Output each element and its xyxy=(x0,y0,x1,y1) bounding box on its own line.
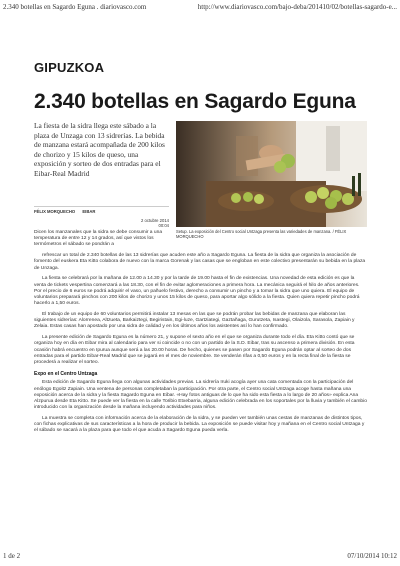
body-paragraph: La muestra se completa con información acerca de la elaboración de la sidra, y se pueden ver también unas cestas de manzanas de distintos tipos, con fichas explicativas de sus características a la hora de producir la bebida. La exposición se puede visitar hoy y mañana en el Centro social Untzaga y el sábado se sacará a la plaza para que todo el que acuda a Sagardo Eguna pueda verla. xyxy=(34,416,365,434)
body-paragraph: refrescar un total de 2.340 botellas de las 13 sidrerías que acuden este año a Sagardo Eguna. La fiesta de la sidra que organiza la asociación de fomento del euskera Eta Kitto colabora de nuevo con la marca Gorenak y las casas que se engloban en este colectivo presentarán su bebida en la plaza de Unzaga. xyxy=(34,253,366,271)
author-location: EIBAR xyxy=(82,209,96,214)
body-paragraph: Esta edición de Sagardo Eguna llega con algunas actividades previas. La sidrería Iruki acogía ayer una cata comentada con la participación del enólogo Egoitz Zapiain. Una ventena de personas completaban la participación. Por otra parte, el Centro social Untzaga acoge hasta mañana una exposición acerca de la sidra y la fiesta Sagardo Eguna en Eibar. «Hay fotos antiguas de lo que ha sido esta fiesta a lo largo de 20 años» explica Ana Alzpurua desde Eta Kitto. Se puede ver la fiesta en la calle Toribio Etxebarria, alguna edición celebrada en los soportales por la lluvia y también el cambio introducido con la organización desde la mañana incluyendo actividades para niños. xyxy=(34,380,367,411)
photo-illustration xyxy=(176,121,367,227)
print-header xyxy=(3,3,397,13)
publish-date: 2 octubre 2014 xyxy=(141,218,169,223)
photo-caption: Setup. La exposición del Centro social Untzaga presenta las variedades de manzana. / FÉLIX MORQUECHO xyxy=(176,229,347,239)
byline xyxy=(34,206,169,228)
publish-time: 00:04 xyxy=(158,223,169,228)
section-label[interactable]: GIPUZKOA xyxy=(34,60,105,75)
body-paragraph: El trabajo de un equipo de 60 voluntarios permitirá instalar 13 mesas en las que se podrán probar las bebidas de manzana que elaboran las siguientes sidrerías: Alorrenea, Altzueta, Barkaiztegi, Begiristain, Egi-luze, Gartziategi, Gaztañaga, Gurutzeta, Isastegi, Olaizola, Sarasola, Zapiain y Zelaia. Estas casas han apostado por una sidra de calidad y en los últimos años los asistentes así lo han confirmado. xyxy=(34,312,355,330)
subheading: Expo en el Centro Untzaga xyxy=(34,371,98,378)
body-paragraph: La presente edición de Sagardo Eguna es la número 21, y supone el sexto año en el que se organiza durante todo el día. Eta Kitto contó que se organiza hoy en día en Eibar mira al calendario para ver si coincide o no con un partido de la S.D. Eibar, tras su ascenso a primera división. En esta ocasión habrá encuentro en Ipurua aunque será a las 20.00 horas. De hecho, quienes se pasen por Sagardo Eguna podrán optar al sorteo de dos entradas para el partido Eibar-Real Madrid que se jugará en el mes de noviembre. Se venderán rifas a 0,50 euros y en la recta final de la fiesta se procederá a realizar el sorteo. xyxy=(34,335,355,366)
article-photo[interactable] xyxy=(176,121,367,227)
print-footer xyxy=(3,552,397,562)
page-number: 1 de 2 xyxy=(3,552,21,560)
article-title: 2.340 botellas en Sagardo Eguna xyxy=(34,90,356,113)
print-header-url: http://www.diariovasco.com/bajo-deba/201410/02/botellas-sagardo-e... xyxy=(197,3,397,11)
article-body xyxy=(34,230,367,439)
print-timestamp: 07/10/2014 10:12 xyxy=(347,552,397,560)
article-lead: La fiesta de la sidra llega este sábado a la plaza de Unzaga con 13 sidrerías. La bebida de manzana estará acompañada de 200 kilos de chorizo y 15 kilos de queso, una exposición y sorteo de dos entradas para el Eibar-Real Madrid xyxy=(34,121,165,178)
body-paragraph: Dicen los manzanales que la sidra se debe consumir a una temperatura de entre 12 y 14 grados, así que vistos los termómetros el sábado se pondrán a xyxy=(34,230,163,248)
body-paragraph: La fiesta se celebrará por la mañana de 12.00 a 14.30 y por la tarde de 19.00 hasta el fin de existencias. Una novedad de esta edición es que la venta de tickets vespertina comenzará a las 18.30, con el fin de evitar aglomeraciones a primera hora. La mecánica seguirá el hilo de años anteriores. Por el precio de 6 euros se podrá adquirir el vaso, un pañuelo festivo, derecho a consumir un pincho y a tomar la sidra que uno quiera. El equipo de voluntarios preparará pinchos con 200 kilos de chorizo y unos 15 kilos de queso, para aportar algo sólido a la fiesta. Quien quiera repetir pincho podrá hacerlo a 1,50 euros. xyxy=(34,276,360,307)
author-name[interactable]: FÉLIX MORQUECHO xyxy=(34,209,76,214)
print-header-title: 2.340 botellas en Sagardo Eguna . diariovasco.com xyxy=(3,3,147,11)
